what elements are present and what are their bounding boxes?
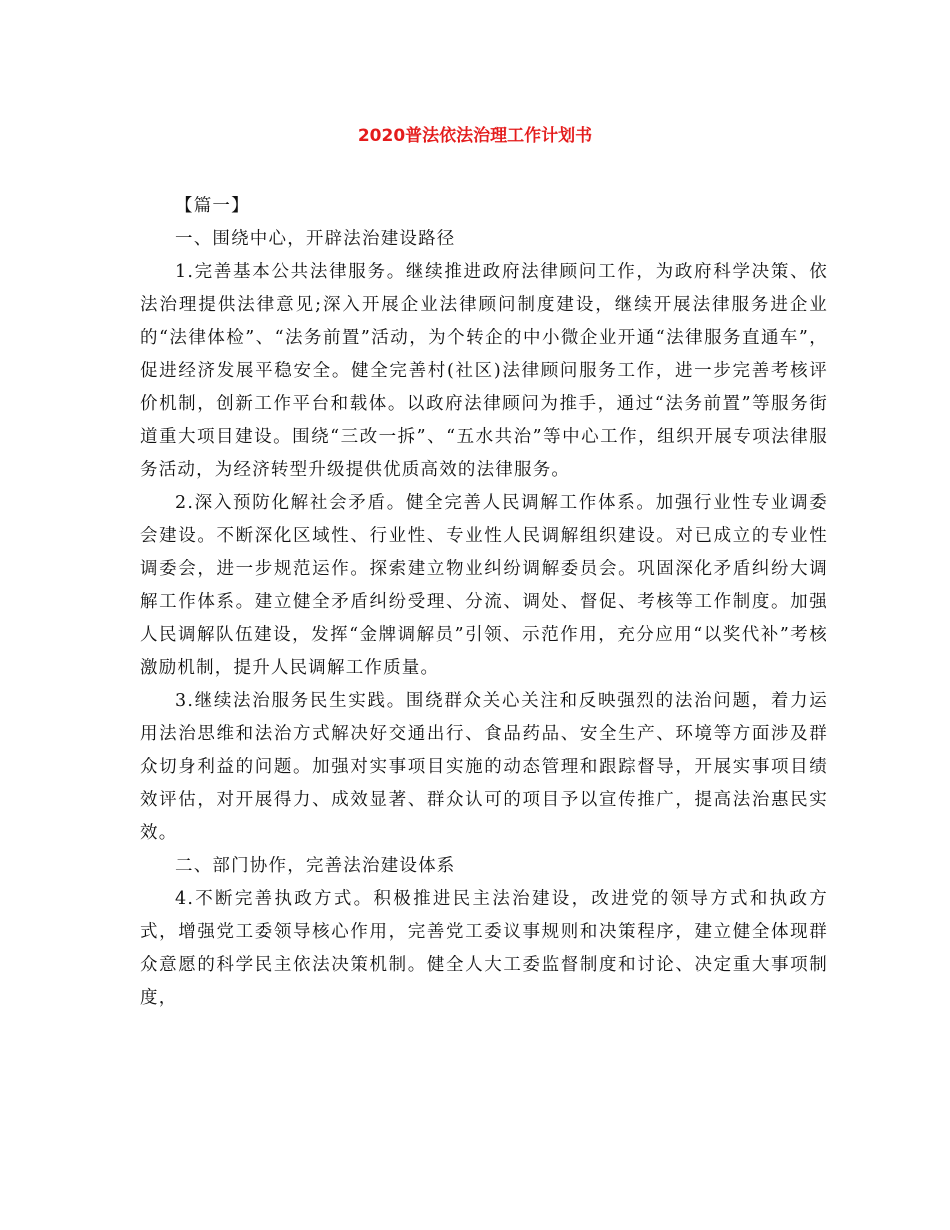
- paragraph: 2.深入预防化解社会矛盾。健全完善人民调解工作体系。加强行业性专业调委会建设。不断深化区域性、行业性、专业性人民调解组织建设。对已成立的专业性调委会，进一步规范运作。探索建立物业纠纷调解委员会。巩固深化矛盾纠纷大调解工作体系。建立健全矛盾纠纷受理、分流、调处、督促、考核等工作制度。加强人民调解队伍建设，发挥“金牌调解员”引领、示范作用，充分应用“以奖代补”考核激励机制，提升人民调解工作质量。: [140, 493, 828, 678]
- section-heading: 一、围绕中心，开辟法治建设路径: [175, 229, 456, 249]
- part-heading: 【篇一】: [175, 196, 250, 216]
- paragraph: 1.完善基本公共法律服务。继续推进政府法律顾问工作，为政府科学决策、依法治理提供法律意见;深入开展企业法律顾问制度建设，继续开展法律服务进企业的“法律体检”、“法务前置”活动，为个转企的中小微企业开通“法律服务直通车”，促进经济发展平稳安全。健全完善村(社区)法律顾问服务工作，进一步完善考核评价机制，创新工作平台和载体。以政府法律顾问为推手，通过“法务前置”等服务街道重大项目建设。围绕“三改一拆”、“五水共治”等中心工作，组织开展专项法律服务活动，为经济转型升级提供优质高效的法律服务。: [140, 262, 828, 480]
- document-body: [140, 190, 828, 1015]
- paragraph: 4.不断完善执政方式。积极推进民主法治建设，改进党的领导方式和执政方式，增强党工委领导核心作用，完善党工委议事规则和决策程序，建立健全体现群众意愿的科学民主依法决策机制。健全人大工委监督制度和讨论、决定重大事项制度，: [140, 889, 828, 1008]
- document-title: 2020普法依法治理工作计划书: [357, 126, 593, 146]
- paragraph: 3.继续法治服务民生实践。围绕群众关心关注和反映强烈的法治问题，着力运用法治思维和法治方式解决好交通出行、食品药品、安全生产、环境等方面涉及群众切身利益的问题。加强对实事项目实施的动态管理和跟踪督导，开展实事项目绩效评估，对开展得力、成效显著、群众认可的项目予以宣传推广，提高法治惠民实效。: [140, 691, 828, 843]
- section-heading: 二、部门协作，完善法治建设体系: [175, 856, 456, 876]
